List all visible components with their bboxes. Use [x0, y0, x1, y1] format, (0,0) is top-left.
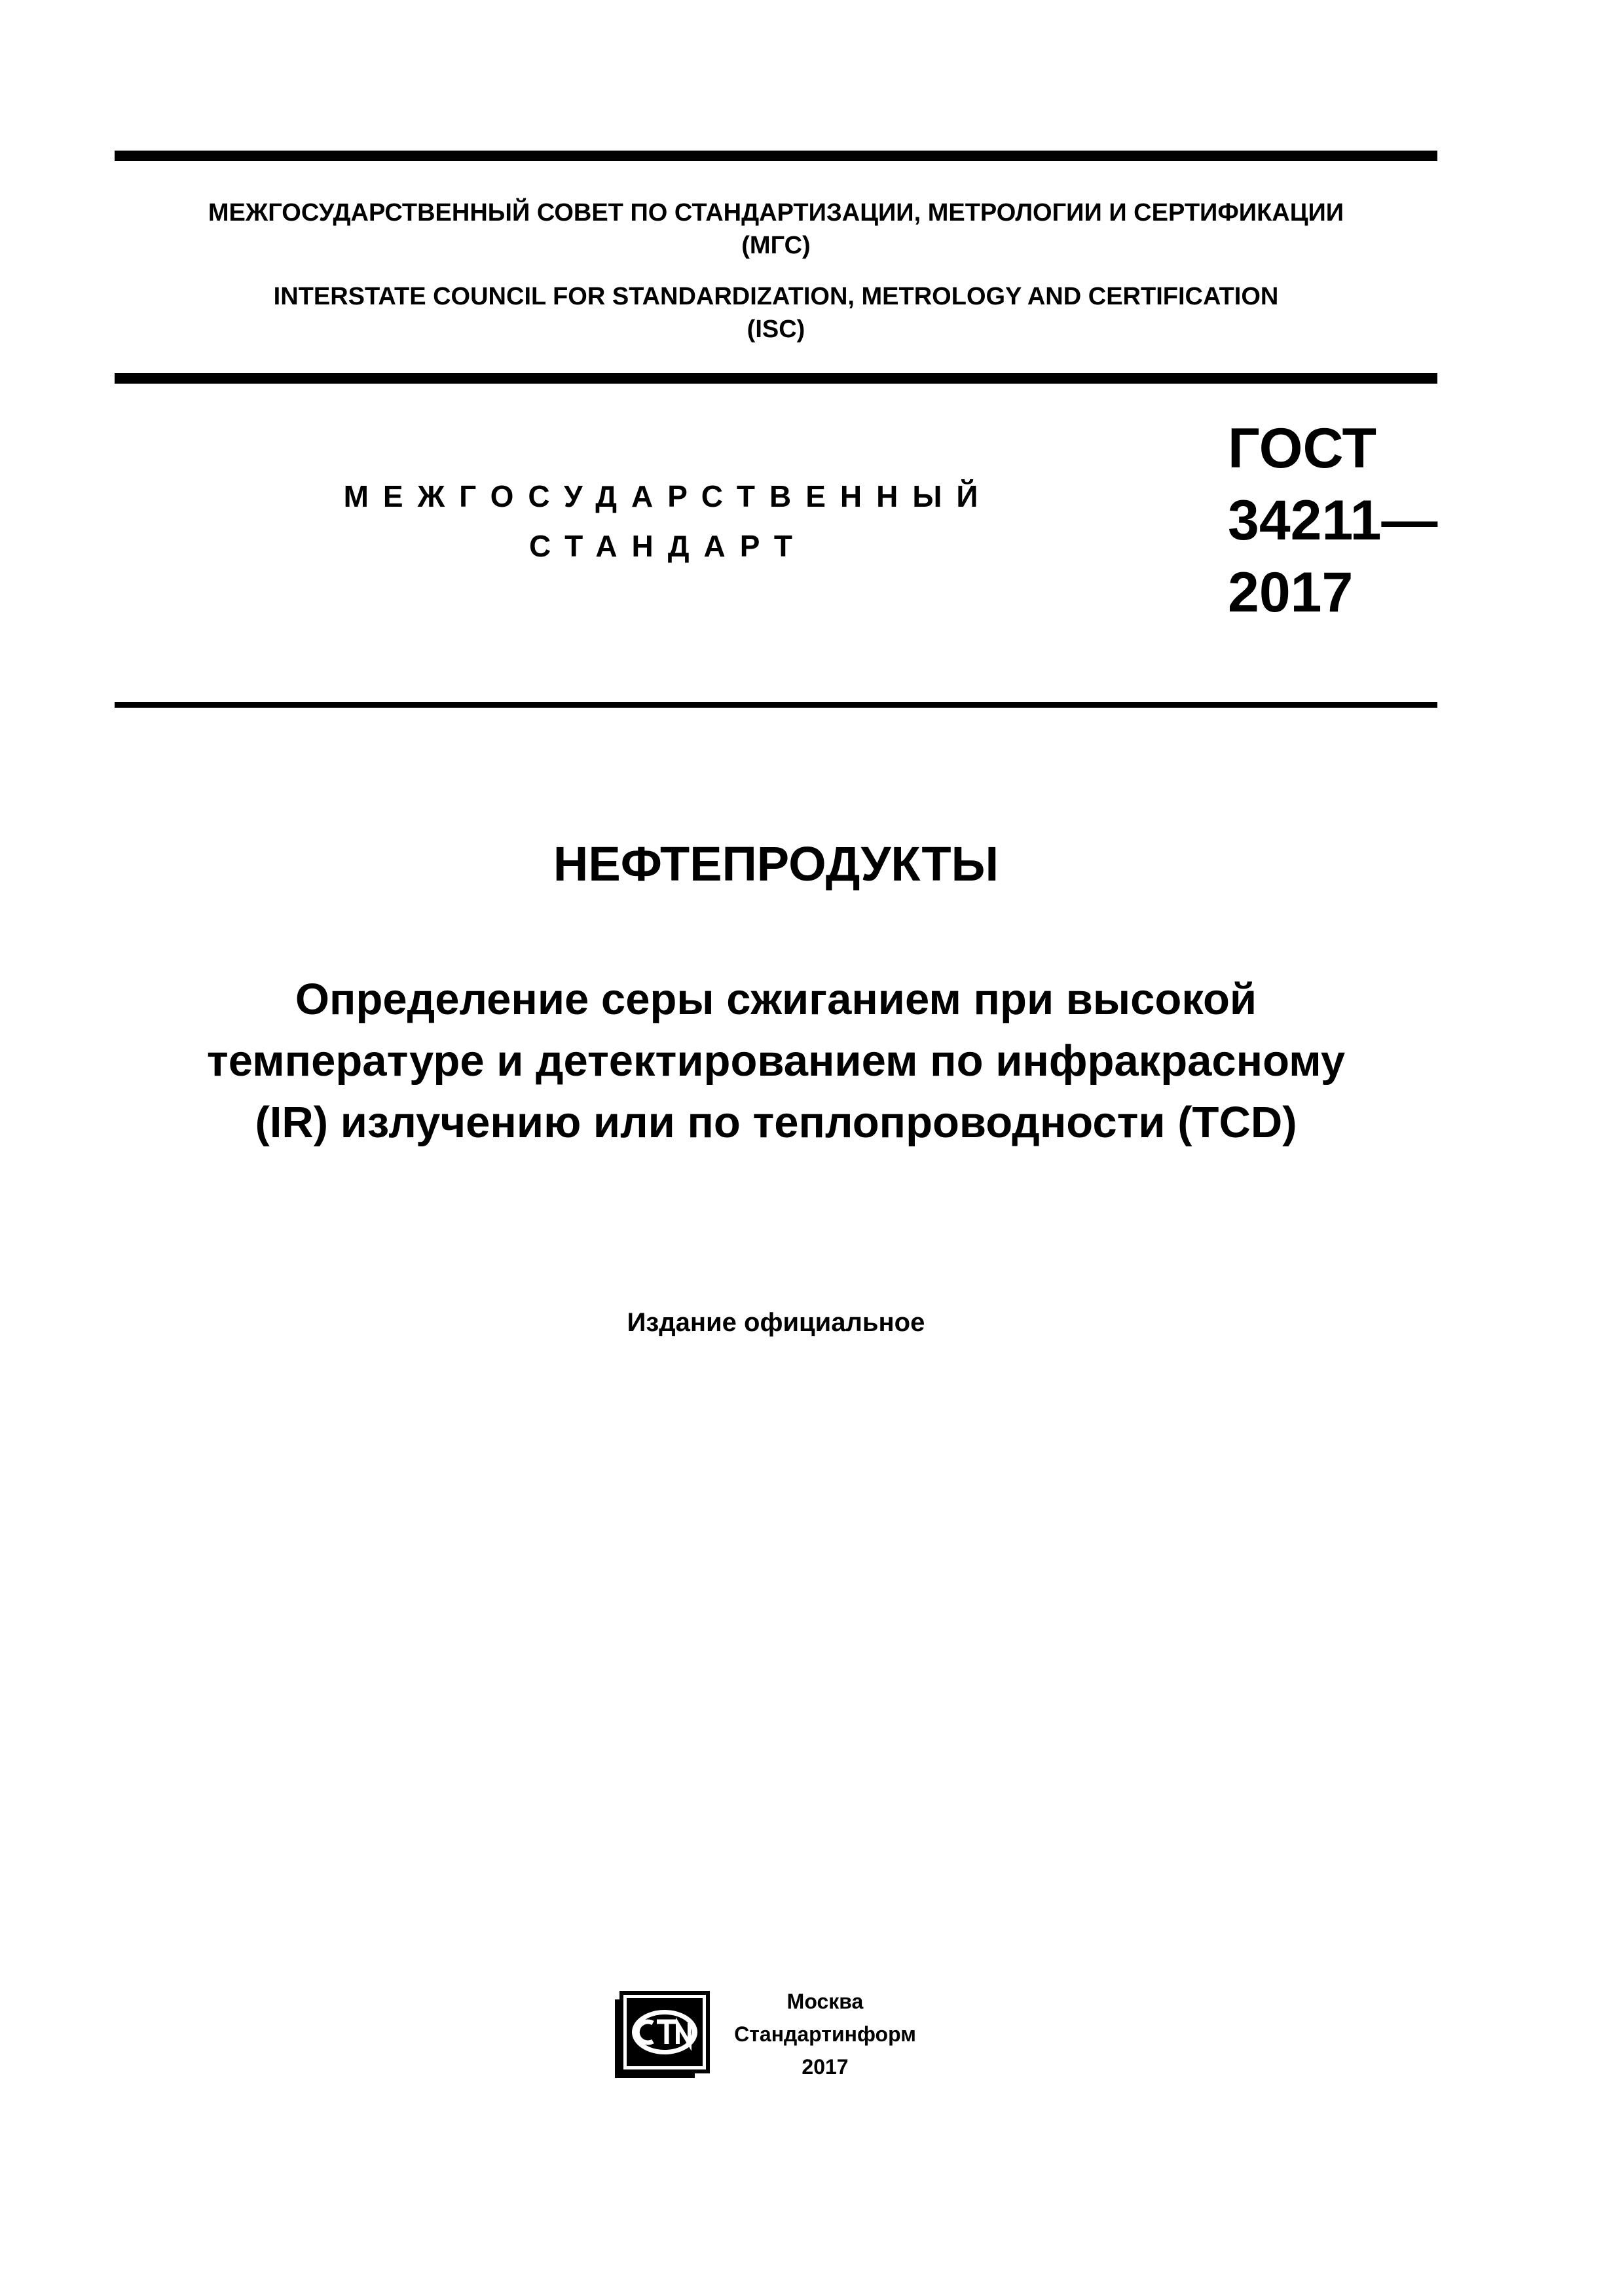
gost-number: 34211—: [1228, 489, 1438, 552]
top-rule: [115, 151, 1437, 161]
publisher-block: [727, 1985, 923, 2083]
standard-type: [275, 471, 1061, 571]
document-title: НЕФТЕПРОДУКТЫ: [553, 837, 999, 891]
council-en-abbr: (ISC): [747, 316, 805, 343]
gost-designation: [1228, 412, 1437, 629]
document-subtitle: [115, 969, 1437, 1154]
gost-year: 2017: [1228, 561, 1354, 624]
middle-rule: [115, 373, 1437, 384]
publisher-year: 2017: [802, 2055, 849, 2079]
standartinform-logo-icon: [612, 1990, 710, 2082]
publisher-city: Москва: [786, 1990, 864, 2013]
gost-prefix: ГОСТ: [1228, 417, 1377, 480]
standard-type-line1: МЕЖГОСУДАРСТВЕННЫЙ: [343, 479, 993, 513]
council-en-name: INTERSTATE COUNCIL FOR STANDARDIZATION, METROLOGY AND CERTIFICATION: [273, 283, 1279, 310]
standard-type-line2: СТАНДАРТ: [529, 529, 807, 563]
publisher-name: Стандартинформ: [734, 2022, 916, 2046]
subtitle-line3: (IR) излучению или по теплопроводности (TCD): [255, 1098, 1297, 1147]
edition-note: Издание официальное: [627, 1308, 925, 1337]
council-header: [115, 196, 1437, 346]
council-ru-abbr: (МГС): [741, 232, 811, 259]
bottom-rule: [115, 702, 1437, 708]
subtitle-line2: температуре и детектированием по инфракрасному: [206, 1036, 1346, 1085]
council-ru-name: МЕЖГОСУДАРСТВЕННЫЙ СОВЕТ ПО СТАНДАРТИЗАЦИИ, МЕТРОЛОГИИ И СЕРТИФИКАЦИИ: [208, 199, 1344, 227]
subtitle-line1: Определение серы сжиганием при высокой: [295, 975, 1257, 1024]
